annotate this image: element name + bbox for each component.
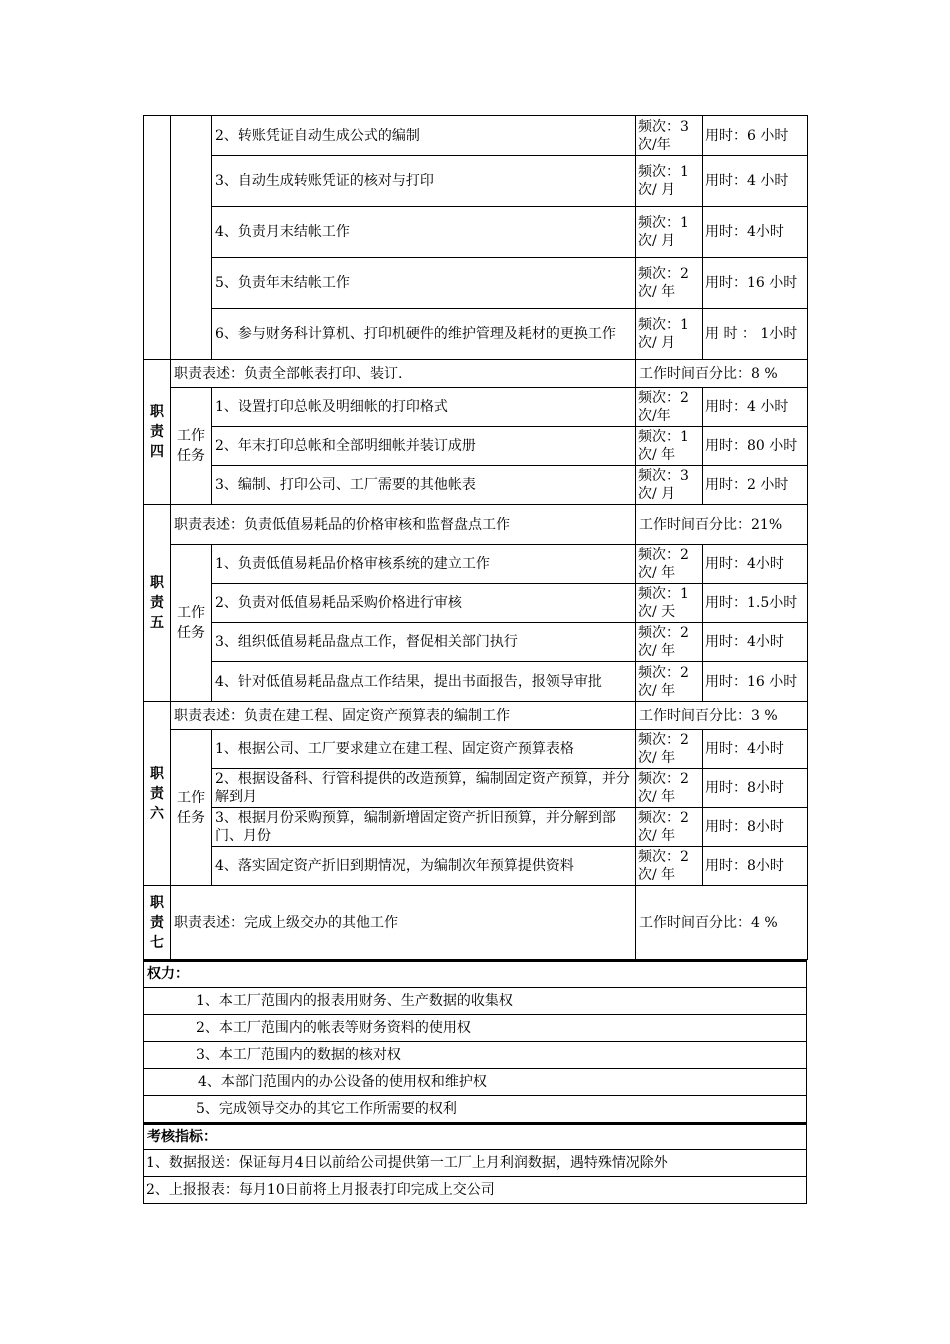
task-frequency: 频次：2次/ 年 <box>636 769 703 808</box>
task-frequency: 频次：2次/ 年 <box>636 545 703 584</box>
task-text: 4、落实固定资产折旧到期情况，为编制次年预算提供资料 <box>212 847 636 886</box>
task-frequency: 频次：1次/ 年 <box>636 427 703 466</box>
task-frequency: 频次：2次/ 年 <box>636 662 703 702</box>
duty-statement-row <box>144 702 808 730</box>
section-label-duty-4: 职责四 <box>144 360 171 505</box>
task-label: 工作任务 <box>171 730 212 886</box>
task-row <box>144 466 808 505</box>
kpi-table <box>143 1123 807 1205</box>
kpi-item: 1、数据报送：保证每月4日以前给公司提供第一工厂上月利润数据，遇特殊情况除外 <box>144 1150 807 1177</box>
task-text: 1、根据公司、工厂要求建立在建工程、固定资产预算表格 <box>212 730 636 769</box>
task-frequency: 频次：2次/ 年 <box>636 258 703 309</box>
duty-statement: 职责表述：负责全部帐表打印、装订. <box>171 360 636 388</box>
task-row <box>144 258 808 309</box>
task-time: 用时：4 小时 <box>703 388 808 427</box>
section-label-duty-7: 职责七 <box>144 886 171 960</box>
duty-statement-row <box>144 886 808 960</box>
power-item-row <box>144 1014 807 1041</box>
kpi-header: 考核指标： <box>144 1124 807 1150</box>
task-row <box>144 545 808 584</box>
task-text: 4、针对低值易耗品盘点工作结果，提出书面报告，报领导审批 <box>212 662 636 702</box>
task-row <box>144 207 808 258</box>
task-text: 4、负责月末结帐工作 <box>212 207 636 258</box>
work-time-percent: 工作时间百分比：8 % <box>636 360 808 388</box>
task-text: 1、设置打印总帐及明细帐的打印格式 <box>212 388 636 427</box>
task-frequency: 频次：1次/ 月 <box>636 156 703 207</box>
task-frequency: 频次：1次/ 天 <box>636 584 703 623</box>
section-label-duty-5: 职责五 <box>144 505 171 702</box>
task-time: 用时：4小时 <box>703 730 808 769</box>
duty-statement: 职责表述：负责在建工程、固定资产预算表的编制工作 <box>171 702 636 730</box>
duty-statement: 职责表述：完成上级交办的其他工作 <box>171 886 636 960</box>
task-label-cell-continued <box>171 116 212 360</box>
task-text: 2、转账凭证自动生成公式的编制 <box>212 116 636 156</box>
task-time: 用时：16 小时 <box>703 258 808 309</box>
power-item-row <box>144 1041 807 1068</box>
powers-table <box>143 960 807 1123</box>
task-row <box>144 427 808 466</box>
task-row <box>144 847 808 886</box>
task-time: 用时：16 小时 <box>703 662 808 702</box>
task-time: 用时：4小时 <box>703 623 808 662</box>
task-label: 工作任务 <box>171 388 212 505</box>
task-time: 用时：1.5小时 <box>703 584 808 623</box>
work-time-percent: 工作时间百分比：3 % <box>636 702 808 730</box>
task-text: 2、年末打印总帐和全部明细帐并装订成册 <box>212 427 636 466</box>
task-time: 用时：6 小时 <box>703 116 808 156</box>
task-text: 3、编制、打印公司、工厂需要的其他帐表 <box>212 466 636 505</box>
section-cell-continued <box>144 116 171 360</box>
task-frequency: 频次：1次/ 月 <box>636 309 703 360</box>
duty-statement-row <box>144 360 808 388</box>
task-text: 2、根据设备科、行管科提供的改造预算，编制固定资产预算，并分解到月 <box>212 769 636 808</box>
kpi-item-row <box>144 1177 807 1204</box>
kpi-item: 2、上报报表：每月10日前将上月报表打印完成上交公司 <box>144 1177 807 1204</box>
task-frequency: 频次：2次/ 年 <box>636 623 703 662</box>
work-time-percent: 工作时间百分比：4 % <box>636 886 808 960</box>
task-time: 用时：4小时 <box>703 207 808 258</box>
task-text: 6、参与财务科计算机、打印机硬件的维护管理及耗材的更换工作 <box>212 309 636 360</box>
task-frequency: 频次：3次/ 月 <box>636 466 703 505</box>
task-row <box>144 769 808 808</box>
task-frequency: 频次：2次/年 <box>636 388 703 427</box>
task-time: 用 时 ： 1小时 <box>703 309 808 360</box>
kpi-item-row <box>144 1150 807 1177</box>
work-time-percent: 工作时间百分比：21% <box>636 505 808 545</box>
power-item: 2、本工厂范围内的帐表等财务资料的使用权 <box>144 1014 807 1041</box>
power-item-row <box>144 987 807 1014</box>
power-item: 5、完成领导交办的其它工作所需要的权利 <box>144 1095 807 1122</box>
task-row <box>144 116 808 156</box>
powers-header-row <box>144 961 807 987</box>
power-item-row <box>144 1095 807 1122</box>
task-frequency: 频次：3次/年 <box>636 116 703 156</box>
task-text: 5、负责年末结帐工作 <box>212 258 636 309</box>
powers-header: 权力： <box>144 961 807 987</box>
task-row <box>144 808 808 847</box>
task-text: 3、自动生成转账凭证的核对与打印 <box>212 156 636 207</box>
task-frequency: 频次：1次/ 月 <box>636 207 703 258</box>
power-item: 1、本工厂范围内的报表用财务、生产数据的收集权 <box>144 987 807 1014</box>
task-frequency: 频次：2次/ 年 <box>636 847 703 886</box>
kpi-header-row <box>144 1124 807 1150</box>
task-row <box>144 662 808 702</box>
power-item: 4、本部门范围内的办公设备的使用权和维护权 <box>144 1068 807 1095</box>
task-frequency: 频次：2次/ 年 <box>636 730 703 769</box>
task-time: 用时：4 小时 <box>703 156 808 207</box>
task-row <box>144 388 808 427</box>
duty-table <box>143 115 808 960</box>
task-text: 2、负责对低值易耗品采购价格进行审核 <box>212 584 636 623</box>
task-time: 用时：4小时 <box>703 545 808 584</box>
task-time: 用时：80 小时 <box>703 427 808 466</box>
task-row <box>144 309 808 360</box>
task-text: 3、组织低值易耗品盘点工作，督促相关部门执行 <box>212 623 636 662</box>
power-item-row <box>144 1068 807 1095</box>
power-item: 3、本工厂范围内的数据的核对权 <box>144 1041 807 1068</box>
task-text: 1、负责低值易耗品价格审核系统的建立工作 <box>212 545 636 584</box>
task-time: 用时：8小时 <box>703 808 808 847</box>
task-row <box>144 156 808 207</box>
task-row <box>144 584 808 623</box>
duty-statement: 职责表述：负责低值易耗品的价格审核和监督盘点工作 <box>171 505 636 545</box>
task-time: 用时：8小时 <box>703 769 808 808</box>
task-text: 3、根据月份采购预算，编制新增固定资产折旧预算，并分解到部门、月份 <box>212 808 636 847</box>
task-label: 工作任务 <box>171 545 212 702</box>
duty-statement-row <box>144 505 808 545</box>
task-time: 用时：8小时 <box>703 847 808 886</box>
task-frequency: 频次：2次/ 年 <box>636 808 703 847</box>
task-time: 用时：2 小时 <box>703 466 808 505</box>
duty-table-sheet <box>143 115 807 1204</box>
task-row <box>144 730 808 769</box>
task-row <box>144 623 808 662</box>
section-label-duty-6: 职责六 <box>144 702 171 886</box>
